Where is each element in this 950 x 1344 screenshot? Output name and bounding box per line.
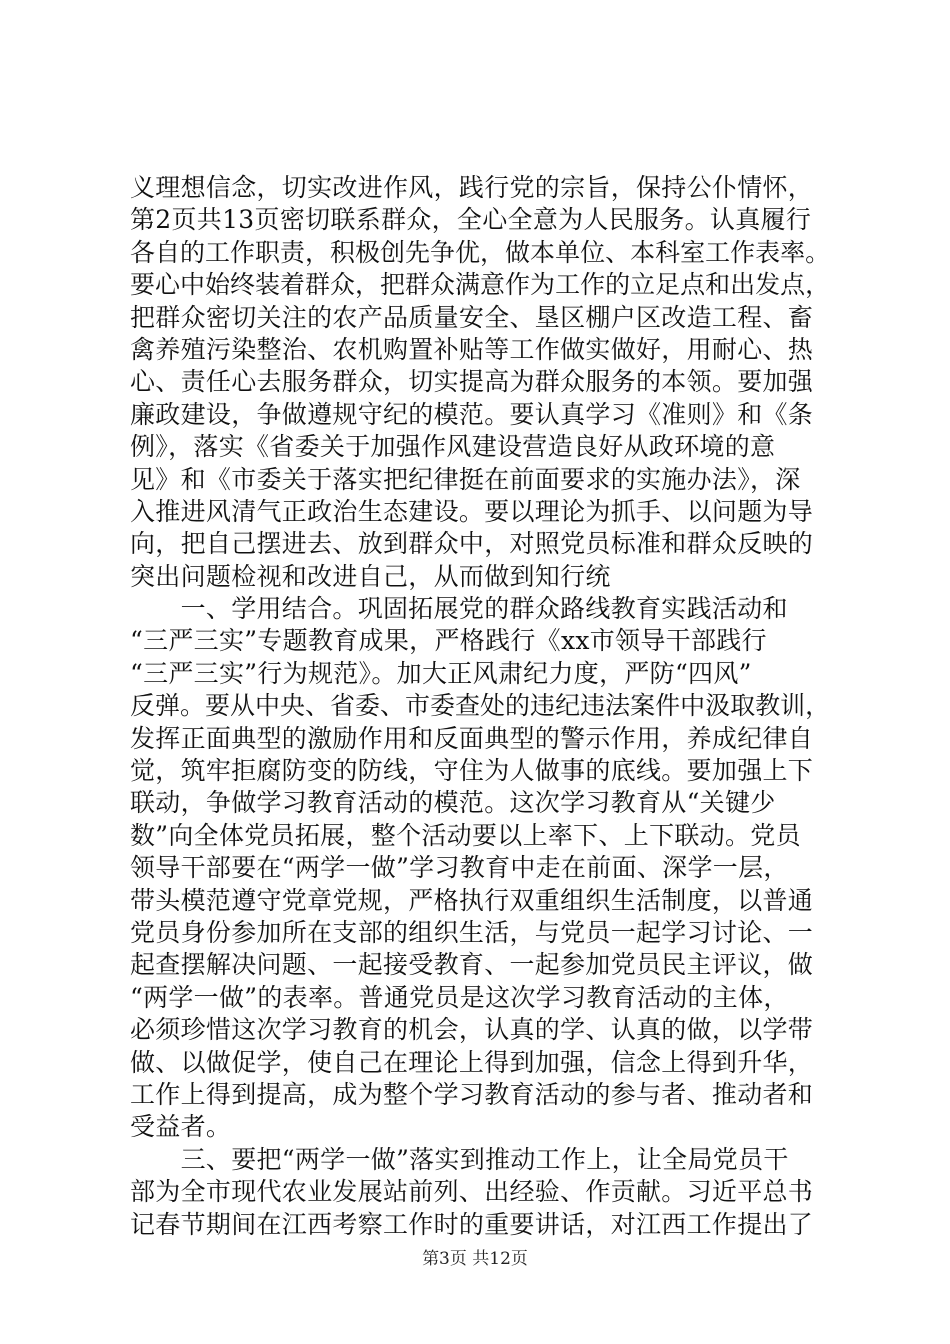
- text-line: 党员身份参加所在支部的组织生活，与党员一起学习讨论、一: [130, 917, 814, 947]
- text-line: 起查摆解决问题、一起接受教育、一起参加党员民主评议，做: [130, 950, 814, 980]
- text-line: 第2页共13页密切联系群众，全心全意为人民服务。认真履行: [130, 205, 812, 235]
- document-body: [130, 172, 830, 1241]
- text-line: “三严三实”专题教育成果，严格践行《xx市领导干部践行: [130, 626, 767, 656]
- text-line: 工作上得到提高，成为整个学习教育活动的参与者、推动者和: [130, 1079, 814, 1109]
- text-line: 各自的工作职责，积极创先争优，做本单位、本科室工作表率。: [130, 237, 831, 267]
- text-line: 觉，筑牢拒腐防变的防线，守住为人做事的底线。要加强上下: [130, 756, 814, 786]
- text-line: 发挥正面典型的激励作用和反面典型的警示作用，养成纪律自: [130, 723, 814, 753]
- text-line: 部为全市现代农业发展站前列、出经验、作贡献。习近平总书: [130, 1177, 814, 1207]
- text-line: “两学一做”的表率。普通党员是这次学习教育活动的主体，: [130, 982, 789, 1012]
- text-line: 三、要把“两学一做”落实到推动工作上，让全局党员干: [130, 1144, 789, 1174]
- text-line: 做、以做促学，使自己在理论上得到加强，信念上得到升华，: [130, 1047, 814, 1077]
- text-line: 义理想信念，切实改进作风，践行党的宗旨，保持公仆情怀，: [130, 173, 814, 202]
- text-line: 把群众密切关注的农产品质量安全、垦区棚户区改造工程、畜: [130, 302, 814, 332]
- text-line: 见》和《市委关于落实把纪律挺在前面要求的实施办法》，深: [130, 464, 801, 494]
- text-line: 禽养殖污染整治、农机购置补贴等工作做实做好，用耐心、热: [130, 334, 814, 364]
- text-line: 带头模范遵守党章党规，严格执行双重组织生活制度，以普通: [130, 885, 814, 915]
- text-line: 心、责任心去服务群众，切实提高为群众服务的本领。要加强: [130, 367, 814, 397]
- text-line: 联动，争做学习教育活动的模范。这次学习教育从“关键少: [130, 788, 776, 818]
- text-line: 数”向全体党员拓展，整个活动要以上率下、上下联动。党员: [130, 820, 801, 850]
- text-line: 例》，落实《省委关于加强作风建设营造良好从政环境的意: [130, 432, 776, 462]
- text-line: 向，把自己摆进去、放到群众中，对照党员标准和群众反映的: [130, 529, 814, 559]
- text-line: 领导干部要在“两学一做”学习教育中走在前面、深学一层，: [130, 853, 789, 883]
- text-line: 必须珍惜这次学习教育的机会，认真的学、认真的做，以学带: [130, 1015, 814, 1045]
- page-footer: 第3页 共12页: [422, 1249, 528, 1269]
- text-line: 一、学用结合。巩固拓展党的群众路线教育实践活动和: [130, 594, 788, 624]
- text-line: “三严三实”行为规范》。加大正风肃纪力度，严防“四风”: [130, 658, 752, 688]
- text-line: 突出问题检视和改进自己，从而做到知行统: [130, 561, 611, 591]
- text-line: 廉政建设，争做遵规守纪的模范。要认真学习《准则》和《条: [130, 399, 814, 429]
- text-line: 要心中始终装着群众，把群众满意作为工作的立足点和出发点，: [130, 270, 831, 300]
- text-line: 受益者。: [130, 1112, 232, 1142]
- text-line: 入推进风清气正政治生态建设。要以理论为抓手、以问题为导: [130, 496, 814, 526]
- text-line: 记春节期间在江西考察工作时的重要讲话，对江西工作提出了: [130, 1209, 814, 1239]
- text-line: 反弹。要从中央、省委、市委查处的违纪违法案件中汲取教训，: [130, 691, 831, 721]
